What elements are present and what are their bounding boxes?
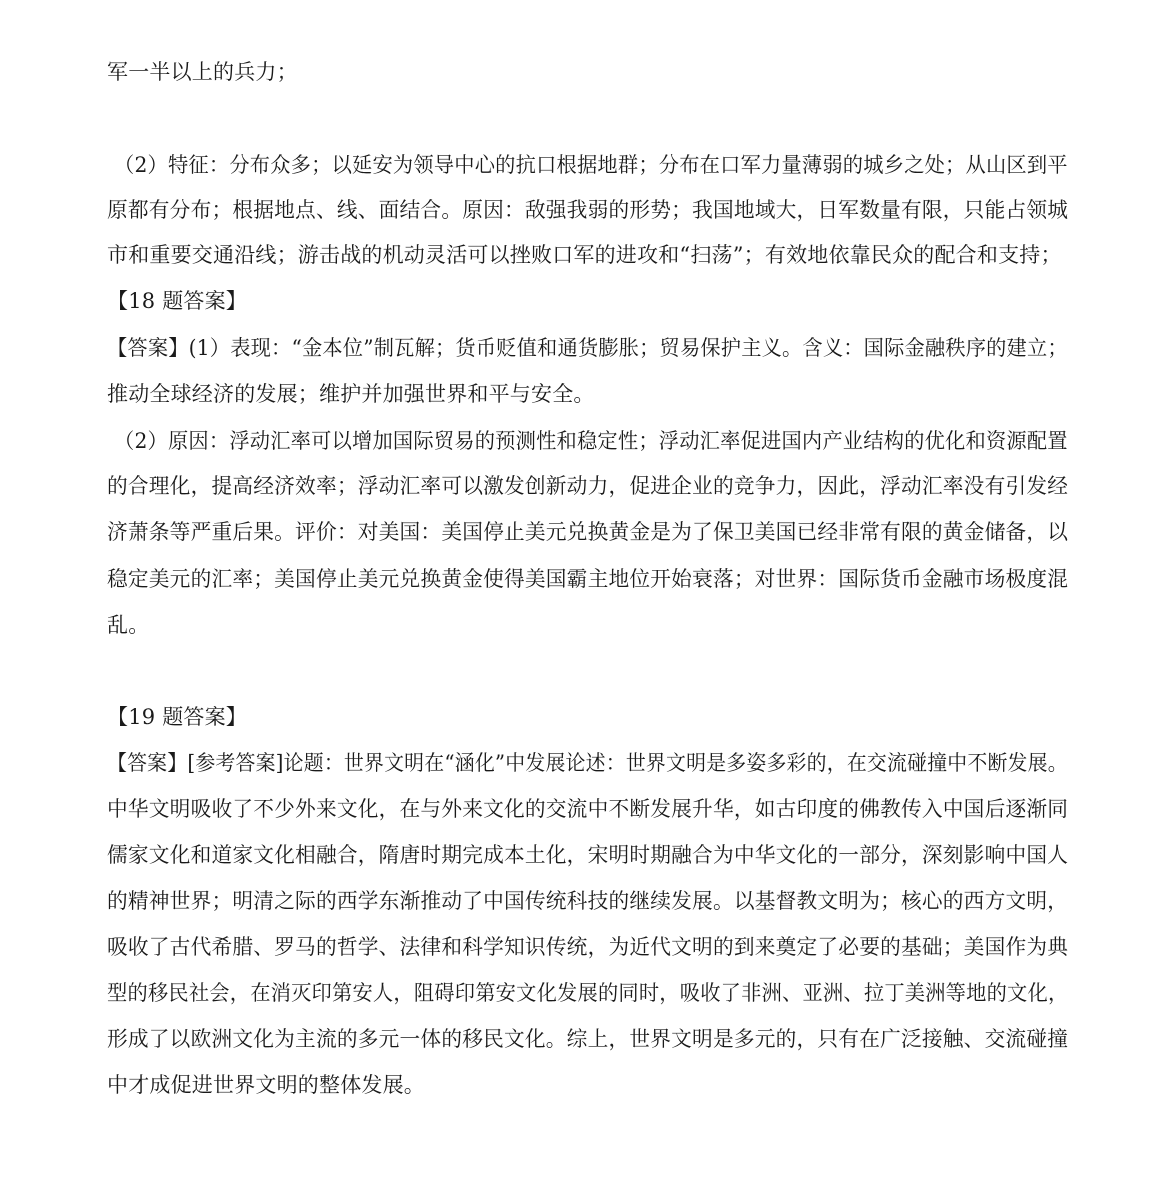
text-line: 原都有分布；根据地点、线、面结合。原因：敌强我弱的形势；我国地域大，日军数量有限，只能占领城 [107,198,1069,222]
text-line: 型的移民社会，在消灭印第安人，阻碍印第安文化发展的同时，吸收了非洲、亚洲、拉丁美洲等地的文化， [107,981,1069,1005]
text-line-q17-part2: （2）特征：分布众多；以延安为领导中心的抗口根据地群；分布在口军力量薄弱的城乡之处；从山区到平 [114,153,1068,177]
text-line-continuation: 军一半以上的兵力； [107,60,298,84]
text-line: 儒家文化和道家文化相融合，隋唐时期完成本土化，宋明时期融合为中华文化的一部分，深刻影响中国人 [107,843,1069,867]
section-heading-q19: 【19 题答案】 [107,705,247,729]
text-line-q18-part1: 【答案】(1）表现：“金本位”制瓦解；货币贬值和通货膨胀；贸易保护主义。含义：国际金融秩序的建立； [107,336,1068,360]
text-line: 济萧条等严重后果。评价：对美国：美国停止美元兑换黄金是为了保卫美国已经非常有限的黄金储备，以 [107,520,1069,544]
text-line: 推动全球经济的发展；维护并加强世界和平与安全。 [107,382,595,406]
text-line-q18-part2: （2）原因：浮动汇率可以增加国际贸易的预测性和稳定性；浮动汇率促进国内产业结构的优化和资源配置 [114,429,1068,453]
text-line: 吸收了古代希腊、罗马的哲学、法律和科学知识传统，为近代文明的到来奠定了必要的基础；美国作为典 [107,935,1069,959]
text-line-q19-answer: 【答案】[参考答案]论题：世界文明在“涵化”中发展论述：世界文明是多姿多彩的，在交流碰撞中不断发展。 [107,751,1068,775]
text-line: 稳定美元的汇率；美国停止美元兑换黄金使得美国霸主地位开始衰落；对世界：国际货币金融市场极度混 [107,567,1069,591]
text-line: 形成了以欧洲文化为主流的多元一体的移民文化。综上，世界文明是多元的，只有在广泛接触、交流碰撞 [107,1027,1069,1051]
text-line: 中才成促进世界文明的整体发展。 [107,1073,425,1097]
text-line: 市和重要交通沿线；游击战的机动灵活可以挫败口军的进攻和“扫荡”；有效地依靠民众的配合和支持； [107,243,1062,267]
text-line: 乱。 [107,613,150,637]
section-heading-q18: 【18 题答案】 [107,289,247,313]
text-line: 的合理化，提高经济效率；浮动汇率可以激发创新动力，促进企业的竞争力，因此，浮动汇率没有引发经 [107,474,1069,498]
text-line: 中华文明吸收了不少外来文化，在与外来文化的交流中不断发展升华，如古印度的佛教传入中国后逐渐同 [107,797,1069,821]
text-line: 的精神世界；明清之际的西学东渐推动了中国传统科技的继续发展。以基督教文明为；核心的西方文明， [107,889,1069,913]
